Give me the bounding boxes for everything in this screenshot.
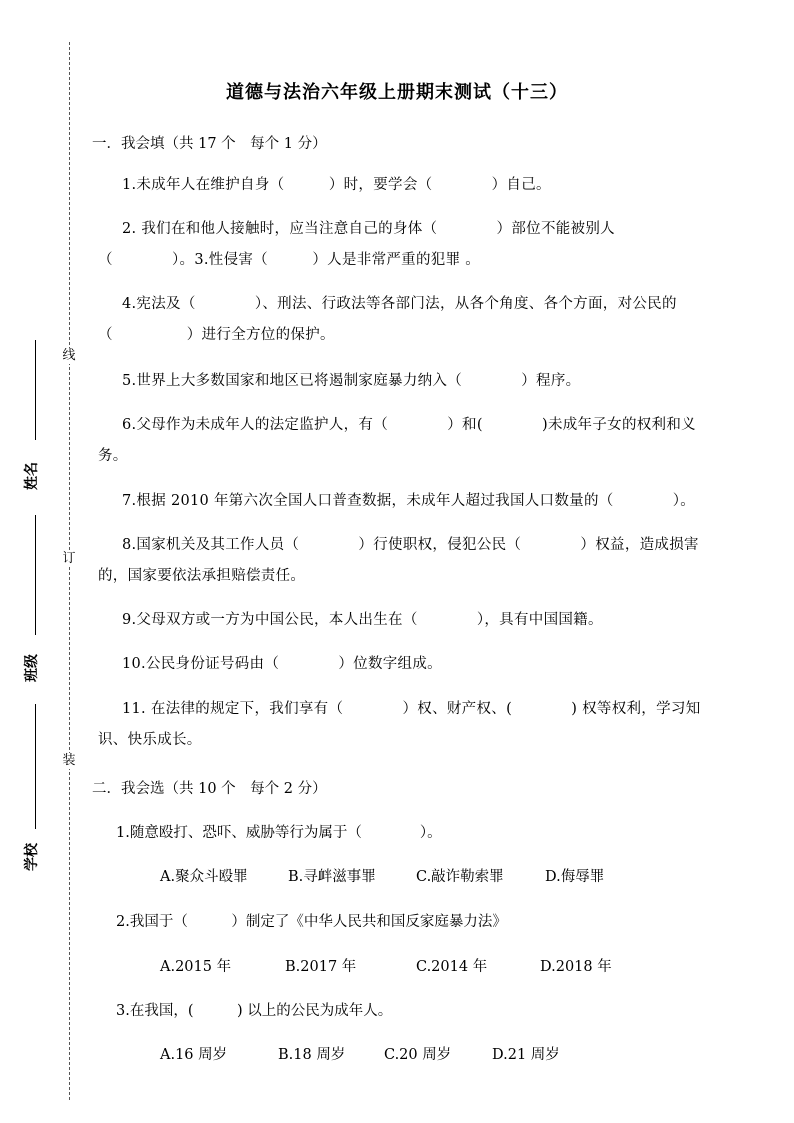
choice-1-option-a: A.聚众斗殴罪 [160, 869, 248, 885]
choice-1-option-d: D.侮辱罪 [545, 869, 605, 885]
page-title: 道德与法治六年级上册期末测试（十三） [226, 82, 568, 103]
choice-3-option-a: A.16 周岁 [160, 1047, 228, 1063]
fill-question-8: 8.国家机关及其工作人员（ ）行使职权，侵犯公民（ ）权益，造成损害的，国家要依法承担赔偿责任。 [98, 537, 699, 584]
fill-question-2: 2. 我们在和他人接触时，应当注意自己的身体（ ）部位不能被别人（ ）。3.性侵害（ ）人是非常严重的犯罪 。 [98, 221, 615, 268]
fill-question-10: 10.公民身份证号码由（ ）位数字组成。 [122, 656, 442, 672]
name-field-label: 姓名 [24, 462, 40, 490]
binding-mark-xian: 线 [58, 348, 80, 364]
fill-question-11: 11. 在法律的规定下，我们享有（ ）权、财产权、( ) 权等权利，学习知识、快乐成长。 [98, 701, 701, 748]
choice-3-option-c: C.20 周岁 [384, 1047, 452, 1063]
choice-2-option-b: B.2017 年 [285, 959, 357, 975]
choice-2-option-c: C.2014 年 [416, 959, 488, 975]
name-write-line [35, 340, 36, 440]
choice-question-2: 2.我国于（ ）制定了《中华人民共和国反家庭暴力法》 [116, 914, 507, 930]
class-field-label: 班级 [24, 654, 40, 682]
binding-dashed-line [69, 42, 70, 1100]
section-heading-choice: 二．我会选（共 10 个 每个 2 分） [92, 781, 327, 797]
section-heading-fill: 一．我会填（共 17 个 每个 1 分） [92, 136, 327, 152]
choice-1-option-b: B.寻衅滋事罪 [288, 869, 376, 885]
binding-mark-zhuang: 装 [58, 753, 80, 769]
choice-3-option-d: D.21 周岁 [492, 1047, 560, 1063]
fill-question-6: 6.父母作为未成年人的法定监护人，有（ ）和( )未成年子女的权利和义务。 [98, 417, 696, 464]
choice-question-1: 1.随意殴打、恐吓、威胁等行为属于（ ）。 [116, 825, 442, 841]
choice-2-option-a: A.2015 年 [160, 959, 232, 975]
fill-question-4: 4.宪法及（ ）、刑法、行政法等各部门法，从各个角度、各个方面，对公民的（ ）进行全方位的保护。 [98, 296, 677, 343]
binding-mark-ding: 订 [58, 551, 80, 567]
choice-2-option-d: D.2018 年 [540, 959, 612, 975]
school-field-label: 学校 [24, 843, 40, 871]
choice-1-option-c: C.敲诈勒索罪 [416, 869, 504, 885]
choice-3-option-b: B.18 周岁 [278, 1047, 346, 1063]
choice-question-3: 3.在我国，( ) 以上的公民为成年人。 [116, 1003, 393, 1019]
fill-question-1: 1.未成年人在维护自身（ ）时，要学会（ ）自己。 [122, 177, 551, 193]
fill-question-9: 9.父母双方或一方为中国公民，本人出生在（ ），具有中国国籍。 [122, 612, 603, 628]
fill-question-7: 7.根据 2010 年第六次全国人口普查数据，未成年人超过我国人口数量的（ ）。 [122, 493, 696, 509]
class-write-line [35, 515, 36, 635]
school-write-line [35, 704, 36, 829]
fill-question-5: 5.世界上大多数国家和地区已将遏制家庭暴力纳入（ ）程序。 [122, 373, 581, 389]
